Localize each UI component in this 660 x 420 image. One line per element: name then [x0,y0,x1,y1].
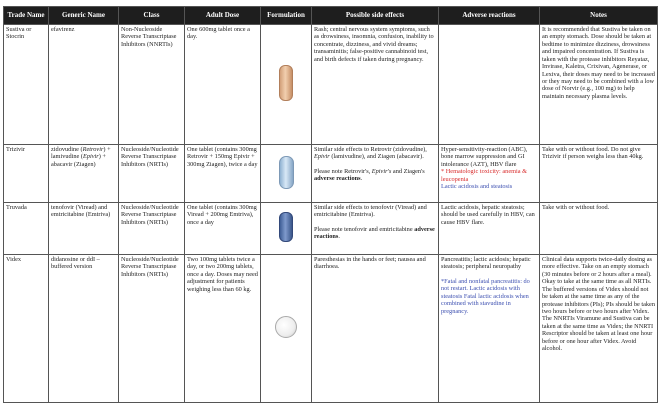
header-adverse-reactions: Adverse reactions [439,7,540,25]
adult-dose-cell: One tablet (contains 300mg Viread + 200mg Emtriva), once a day [185,203,261,255]
formulation-cell [261,203,312,255]
adverse-reaction-red-note: * Hematologic toxicity: anemia & leucopenia [441,168,528,183]
notes-cell: Clinical data supports twice-daily dosing as more effective. Take on an empty stomach (30 minutes before or 2 hours after a meal). Okay to take at the same time as all NRTIs. The buffered versions of Videx should not be taken at the same time as any of the protease inhibitors (PIs); PIs should be taken two hours before or two hours after Videx. The NNRTIs Viramune and Sustiva can be taken at the same time as Videx; the NNRTI Rescriptor should be taken at least one hour before or one hour after Videx. Avoid alcohol. [540,255,658,403]
formulation-cell [261,25,312,145]
side-effects-cell: Paresthesias in the hands or feet; nausea and diarrhoea. [312,255,439,403]
header-class: Class [119,7,185,25]
peach-oblong-tablet-icon [279,65,293,101]
adverse-reaction-text: Hyper-sensitivity-reaction (ABC), bone marrow suppression and GI intolerance (AZT), HBV flare [441,146,528,168]
generic-name-cell: zidovudine (Retrovir) + lamivudine (Epivir) + abacavir (Ziagen) [49,145,119,203]
white-round-tablet-icon [275,316,297,338]
light-blue-oblong-tablet-icon [279,156,294,189]
class-cell: Nucleoside/Nucleotide Reverse Transcriptase Inhibitors (NRTIs) [119,145,185,203]
adverse-reaction-blue-note: Lactic acidosis and steatosis [441,183,513,191]
header-notes: Notes [540,7,658,25]
adverse-reaction-text: Pancreatitis; lactic acidosis; hepatic steatosis; peripheral neuropathy [441,256,531,271]
class-cell: Nucleoside/Nucleotide Reverse Transcriptase Inhibitors (NRTIs) [119,255,185,403]
notes-cell: Take with or without food. [540,203,658,255]
trade-name-cell: Trizivir [4,145,49,203]
blue-oblong-tablet-icon [279,212,293,242]
adverse-reactions-cell [439,25,540,145]
table-row-truvada [4,203,658,255]
adult-dose-cell: One tablet (contains 300mg Retrovir + 150mg Epivir + 300mg Ziagen), twice a day [185,145,261,203]
header-possible-side-effects: Possible side effects [312,7,439,25]
notes-cell: Take with or without food. Do not give Trizivir if person weighs less than 40kg. [540,145,658,203]
generic-name-cell: efavirenz [49,25,119,145]
header-adult-dose: Adult Dose [185,7,261,25]
trade-name-cell: Sustiva or Stocrin [4,25,49,145]
side-effects-cell: Similar side effects to tenofovir (Viread) and emtricitabine (Emtriva). Please note tenofovir and emtricitabine adverse reactions. [312,203,439,255]
table-header-row [4,7,658,25]
generic-name-cell: didanosine or ddI – buffered version [49,255,119,403]
trade-name-cell: Truvada [4,203,49,255]
table-row-sustiva [4,25,658,145]
trade-name-cell: Videx [4,255,49,403]
side-effects-cell: Rash; central nervous system symptoms, such as drowsiness, insomnia, confusion, inability to concentrate, dizziness, and vivid dreams; transaminitis; false-positive cannabinoid test, and birth defects if taken during pregnancy. [312,25,439,145]
adult-dose-cell: One 600mg tablet once a day. [185,25,261,145]
drug-table [3,6,658,403]
class-cell: Non-Nucleoside Reverse Transcriptase Inhibitors (NNRTIs) [119,25,185,145]
adverse-reactions-cell: Lactic acidosis, hepatic steatosis; should be used carefully in HBV, can cause HBV flare. [439,203,540,255]
header-trade-name: Trade Name [4,7,49,25]
formulation-cell [261,255,312,403]
formulation-cell [261,145,312,203]
adult-dose-cell: Two 100mg tablets twice a day, or two 200mg tablets, once a day. Doses may need adjustment for patients weighing less than 60 kg. [185,255,261,403]
adverse-reaction-blue-note: *Fatal and nonfatal pancreatitis: do not restart. Lactic acidosis with steatosis Fatal lactic acidosis when combined with stavudine in pregnancy. [441,277,530,315]
adverse-reactions-cell [439,255,540,403]
generic-name-cell: tenofovir (Viread) and emtricitabine (Emtriva) [49,203,119,255]
header-formulation: Formulation [261,7,312,25]
header-generic-name: Generic Name [49,7,119,25]
side-effects-cell: Similar side effects to Retrovir (zidovudine), Epivir (lamivudine), and Ziagen (abacavir). Please note Retrovir's, Epivir's and Ziagen's adverse reactions. [312,145,439,203]
table-row-videx [4,255,658,403]
adverse-reactions-cell [439,145,540,203]
notes-cell: It is recommended that Sustiva be taken on an empty stomach. Dose should be taken at bedtime to minimize dizziness, drowsiness and impaired concentration. If Sustiva is taken with the protease inhibitors Reyataz, Invirase, Kaletra, Crixivan, Agenerase, or Lexiva, their doses may need to be increased or they may need to be combined with a low dose of Norvir (e.g., 100 mg) to help maintain necessary plasma levels. [540,25,658,145]
class-cell: Nucleoside/Nucleotide Reverse Transcriptase Inhibitors (NRTIs) [119,203,185,255]
table-row-trizivir [4,145,658,203]
